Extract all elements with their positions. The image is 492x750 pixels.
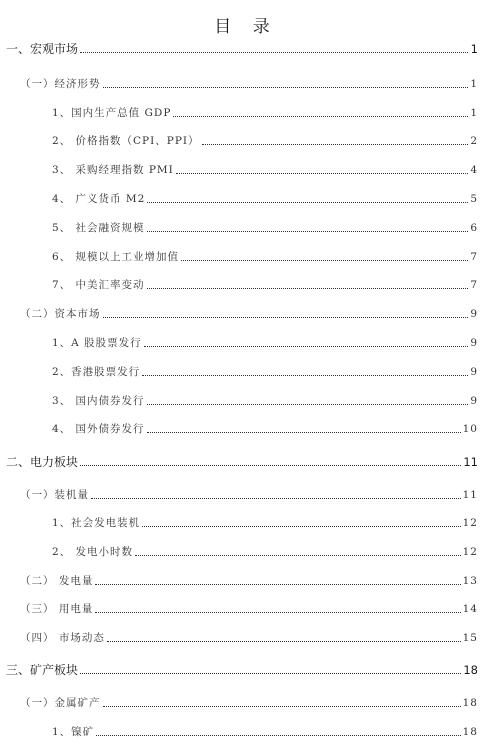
- toc-entry-label: （二）资本市场: [20, 308, 101, 320]
- toc-page-number: 9: [470, 395, 478, 407]
- toc-page-number: 11: [463, 455, 478, 469]
- toc-entry[interactable]: [0, 305, 478, 321]
- dot-leader: [95, 584, 460, 585]
- toc-entry[interactable]: [0, 40, 478, 56]
- toc-entry[interactable]: [0, 486, 478, 502]
- toc-page-number: 6: [470, 222, 478, 234]
- dot-leader: [96, 735, 460, 736]
- toc-entry[interactable]: [0, 629, 478, 645]
- toc-entry[interactable]: [0, 276, 478, 292]
- toc-page-number: 12: [462, 517, 478, 529]
- toc-page-number: 5: [470, 193, 478, 205]
- toc-page-number: 13: [462, 575, 478, 587]
- toc-page-number: 7: [470, 251, 478, 263]
- toc-entry-label: （三） 用电量: [20, 603, 94, 615]
- toc-page-number: 10: [462, 423, 478, 435]
- dot-leader: [181, 260, 468, 261]
- toc-entry-label: 3、 国内债券发行: [52, 395, 145, 407]
- dot-leader: [80, 52, 468, 53]
- toc-entry-label: 2、香港股票发行: [52, 366, 141, 378]
- dot-leader: [144, 346, 468, 347]
- toc-entry[interactable]: [0, 161, 478, 177]
- toc-entry[interactable]: [0, 248, 478, 264]
- dot-leader: [147, 432, 461, 433]
- toc-entry[interactable]: [0, 132, 478, 148]
- toc-page-number: 4: [470, 164, 478, 176]
- toc-entry-label: 7、 中美汇率变动: [52, 279, 145, 291]
- toc-page-number: 18: [463, 663, 478, 677]
- toc-entry-label: （一）经济形势: [20, 78, 101, 90]
- toc-entry-label: 一、宏观市场: [6, 42, 79, 56]
- dot-leader: [147, 288, 468, 289]
- toc-entry-label: （二） 发电量: [20, 575, 94, 587]
- toc-entry-label: 1、镍矿: [52, 726, 95, 738]
- toc-entry[interactable]: [0, 600, 478, 616]
- dot-leader: [202, 144, 468, 145]
- toc-page-number: 9: [470, 366, 478, 378]
- toc-page-number: 18: [462, 697, 478, 709]
- toc-entry[interactable]: [0, 104, 478, 120]
- toc-entry-label: 3、 采购经理指数 PMI: [52, 164, 174, 176]
- toc-entry[interactable]: [0, 219, 478, 235]
- dot-leader: [135, 555, 461, 556]
- toc-entry-label: 1、国内生产总值 GDP: [52, 107, 172, 119]
- dot-leader: [103, 706, 461, 707]
- dot-leader: [103, 87, 469, 88]
- toc-entry-label: 1、社会发电装机: [52, 517, 141, 529]
- dot-leader: [80, 673, 461, 674]
- toc-entry-label: （四） 市场动态: [20, 632, 105, 644]
- dot-leader: [142, 526, 460, 527]
- toc-page-number: 9: [470, 337, 478, 349]
- toc-page-number: 1: [470, 42, 478, 56]
- toc-page-number: 1: [470, 107, 478, 119]
- dot-leader: [173, 116, 468, 117]
- toc-entry-label: （一）金属矿产: [20, 697, 101, 709]
- toc-entry[interactable]: [0, 363, 478, 379]
- toc-entry-label: 2、 发电小时数: [52, 546, 134, 558]
- toc-entry[interactable]: [0, 453, 478, 469]
- toc-entry-label: 6、 规模以上工业增加值: [52, 251, 180, 263]
- toc-entry[interactable]: [0, 190, 478, 206]
- toc-entry-label: （一）装机量: [20, 489, 89, 501]
- dot-leader: [80, 465, 461, 466]
- toc-entry[interactable]: [0, 694, 478, 710]
- dot-leader: [176, 173, 468, 174]
- toc-entry-label: 1、A 股股票发行: [52, 337, 142, 349]
- toc-entry[interactable]: [0, 572, 478, 588]
- toc-page-number: 2: [470, 135, 478, 147]
- toc-page-number: 7: [470, 279, 478, 291]
- dot-leader: [103, 317, 469, 318]
- toc-entry[interactable]: [0, 661, 478, 677]
- toc-entry[interactable]: [0, 543, 478, 559]
- toc-entry-label: 4、 国外债券发行: [52, 423, 145, 435]
- toc-page-number: 12: [462, 546, 478, 558]
- toc-entry[interactable]: [0, 723, 478, 739]
- toc-entry-label: 二、电力板块: [6, 455, 79, 469]
- page-title: 目 录: [214, 17, 278, 37]
- toc-entry[interactable]: [0, 420, 478, 436]
- dot-leader: [147, 231, 468, 232]
- dot-leader: [91, 498, 461, 499]
- toc-page-number: 15: [462, 632, 478, 644]
- toc-entry[interactable]: [0, 334, 478, 350]
- dot-leader: [147, 202, 468, 203]
- toc-page-number: 9: [470, 308, 478, 320]
- dot-leader: [95, 612, 460, 613]
- toc-entry-label: 2、 价格指数（CPI、PPI）: [52, 135, 200, 147]
- toc-entry[interactable]: [0, 75, 478, 91]
- toc-page-number: 18: [462, 726, 478, 738]
- toc-page-number: 11: [462, 489, 478, 501]
- dot-leader: [147, 404, 468, 405]
- toc-entry-label: 4、 广义货币 M2: [52, 193, 146, 205]
- dot-leader: [107, 641, 461, 642]
- toc-entry-label: 三、矿产板块: [6, 663, 79, 677]
- toc-page-number: 1: [470, 78, 478, 90]
- toc-entry[interactable]: [0, 392, 478, 408]
- toc-entry[interactable]: [0, 514, 478, 530]
- dot-leader: [142, 375, 468, 376]
- toc-page-number: 14: [462, 603, 478, 615]
- toc-entry-label: 5、 社会融资规模: [52, 222, 145, 234]
